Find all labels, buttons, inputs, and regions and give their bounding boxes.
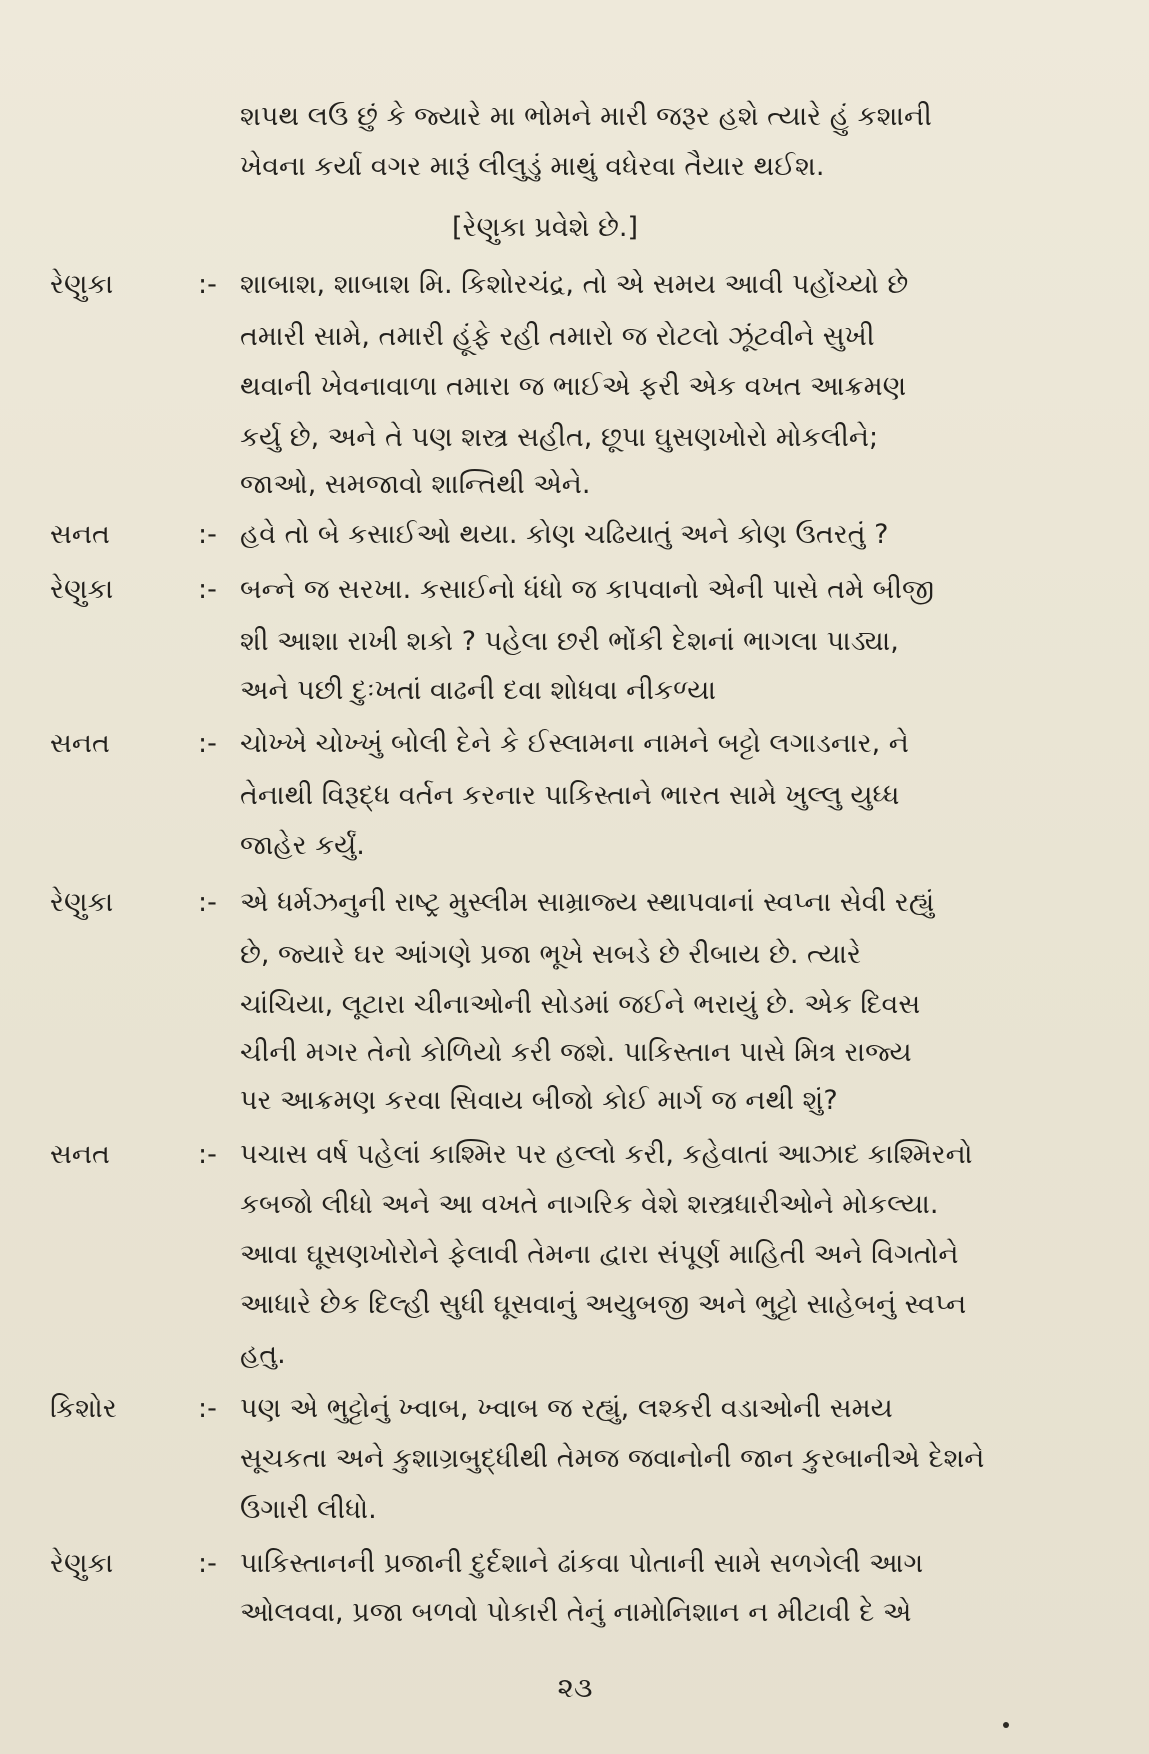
speaker-name: રેણુકા xyxy=(50,1548,114,1579)
dialogue-line: કર્યુ છે, અને તે પણ શસ્ત્ર સહીત, છૂપા ઘુસણખોરો મોકલીને; xyxy=(240,422,879,453)
dialogue-line: બન્ને જ સરખા. કસાઈનો ધંધો જ કાપવાનો એની પાસે તમે બીજી xyxy=(240,574,935,605)
dialogue-line: જાહેર કર્યું. xyxy=(240,830,365,861)
dialogue-line: એ ધર્મઝનુની રાષ્ટ્ર મુસ્લીમ સામ્રાજ્ય સ્થાપવાનાં સ્વપ્ના સેવી રહ્યું xyxy=(240,887,935,918)
dialogue-line: શી આશા રાખી શકો ? પહેલા છરી ભોંકી દેશનાં ભાગલા પાડ્યા, xyxy=(240,626,899,657)
speaker-separator: :- xyxy=(198,574,217,605)
speaker-separator: :- xyxy=(198,1548,217,1579)
dialogue-line: તેનાથી વિરૂદ્ધ વર્તન કરનાર પાકિસ્તાને ભારત સામે ખુલ્લુ યુધ્ધ xyxy=(240,780,900,811)
intro-line: ખેવના કર્યા વગર મારૂં લીલુડું માથું વધેરવા તૈયાર થઈશ. xyxy=(240,151,825,182)
dialogue-line: પર આક્રમણ કરવા સિવાય બીજો કોઈ માર્ગ જ નથી શું? xyxy=(240,1085,838,1116)
speaker-separator: :- xyxy=(198,269,217,300)
dialogue-line: ચોખ્ખે ચોખ્ખું બોલી દેને કે ઈસ્લામના નામને બટ્ટો લગાડનાર, ને xyxy=(240,728,909,759)
dialogue-line: આવા ઘૂસણખોરોને ફેલાવી તેમના દ્વારા સંપૂર્ણ માહિતી અને વિગતોને xyxy=(240,1239,959,1270)
dialogue-line: ઉગારી લીધો. xyxy=(240,1494,377,1525)
dialogue-line: પચાસ વર્ષ પહેલાં કાશ્મિર પર હલ્લો કરી, કહેવાતાં આઝાદ કાશ્મિરનો xyxy=(240,1139,973,1170)
dialogue-line: છે, જ્યારે ઘર આંગણે પ્રજા ભૂખે સબડે છે રીબાય છે. ત્યારે xyxy=(240,939,862,970)
speaker-name: રેણુકા xyxy=(50,887,114,918)
dialogue-line: પાકિસ્તાનની પ્રજાની દુર્દશાને ઢાંકવા પોતાની સામે સળગેલી આગ xyxy=(240,1548,924,1579)
dialogue-line: ચીની મગર તેનો કોળિયો કરી જશે. પાકિસ્તાન પાસે મિત્ર રાજ્ય xyxy=(240,1037,912,1068)
page-number: ૨૩ xyxy=(557,1671,593,1704)
ink-speck xyxy=(1003,1722,1009,1728)
dialogue-line: હવે તો બે કસાઈઓ થયા. કોણ ચઢિયાતું અને કોણ ઉતરતું ? xyxy=(240,519,889,550)
dialogue-line: તમારી સામે, તમારી હૂંફે રહી તમારો જ રોટલો ઝૂંટવીને સુખી xyxy=(240,321,875,352)
speaker-separator: :- xyxy=(198,519,217,550)
speaker-name: સનત xyxy=(50,728,110,759)
dialogue-line: થવાની ખેવનાવાળા તમારા જ ભાઈએ ફરી એક વખત આક્રમણ xyxy=(240,371,907,402)
dialogue-line: ચાંચિયા, લૂટારા ચીનાઓની સોડમાં જઈને ભરાયું છે. એક દિવસ xyxy=(240,989,921,1020)
speaker-separator: :- xyxy=(198,887,217,918)
speaker-separator: :- xyxy=(198,728,217,759)
intro-line: શપથ લઉ છું કે જ્યારે મા ભોમને મારી જરૂર હશે ત્યારે હું કશાની xyxy=(240,101,932,132)
speaker-name: રેણુકા xyxy=(50,269,114,300)
dialogue-line: આધારે છેક દિલ્હી સુધી ઘૂસવાનું અયુબજી અને ભુટ્ટો સાહેબનું સ્વપ્ન xyxy=(240,1289,967,1320)
dialogue-line: જાઓ, સમજાવો શાન્તિથી એને. xyxy=(240,469,591,500)
dialogue-line: ઓલવવા, પ્રજા બળવો પોકારી તેનું નામોનિશાન ન મીટાવી દે એ xyxy=(240,1597,912,1628)
dialogue-line: કબજો લીધો અને આ વખતે નાગરિક વેશે શસ્ત્રધારીઓને મોકલ્યા. xyxy=(240,1189,939,1220)
speaker-name: રેણુકા xyxy=(50,574,114,605)
dialogue-line: શાબાશ, શાબાશ મિ. કિશોરચંદ્ર, તો એ સમય આવી પહોંચ્યો છે xyxy=(240,269,909,300)
speaker-separator: :- xyxy=(198,1139,217,1170)
speaker-name: સનત xyxy=(50,519,110,550)
speaker-name: સનત xyxy=(50,1139,110,1170)
speaker-separator: :- xyxy=(198,1393,217,1424)
dialogue-line: હતુ. xyxy=(240,1339,286,1370)
dialogue-line: અને પછી દુઃખતાં વાઢની દવા શોધવા નીકળ્યા xyxy=(240,675,716,706)
speaker-name: કિશોર xyxy=(50,1393,117,1424)
dialogue-line: પણ એ ભુટ્ટોનું ખ્વાબ, ખ્વાબ જ રહ્યું, લશ્કરી વડાઓની સમય xyxy=(240,1393,893,1424)
dialogue-line: સૂચકતા અને કુશાગ્રબુદ્ધીથી તેમજ જવાનોની જાન કુરબાનીએ દેશને xyxy=(240,1443,985,1474)
stage-direction: [રેણુકા પ્રવેશે છે.] xyxy=(452,212,639,243)
